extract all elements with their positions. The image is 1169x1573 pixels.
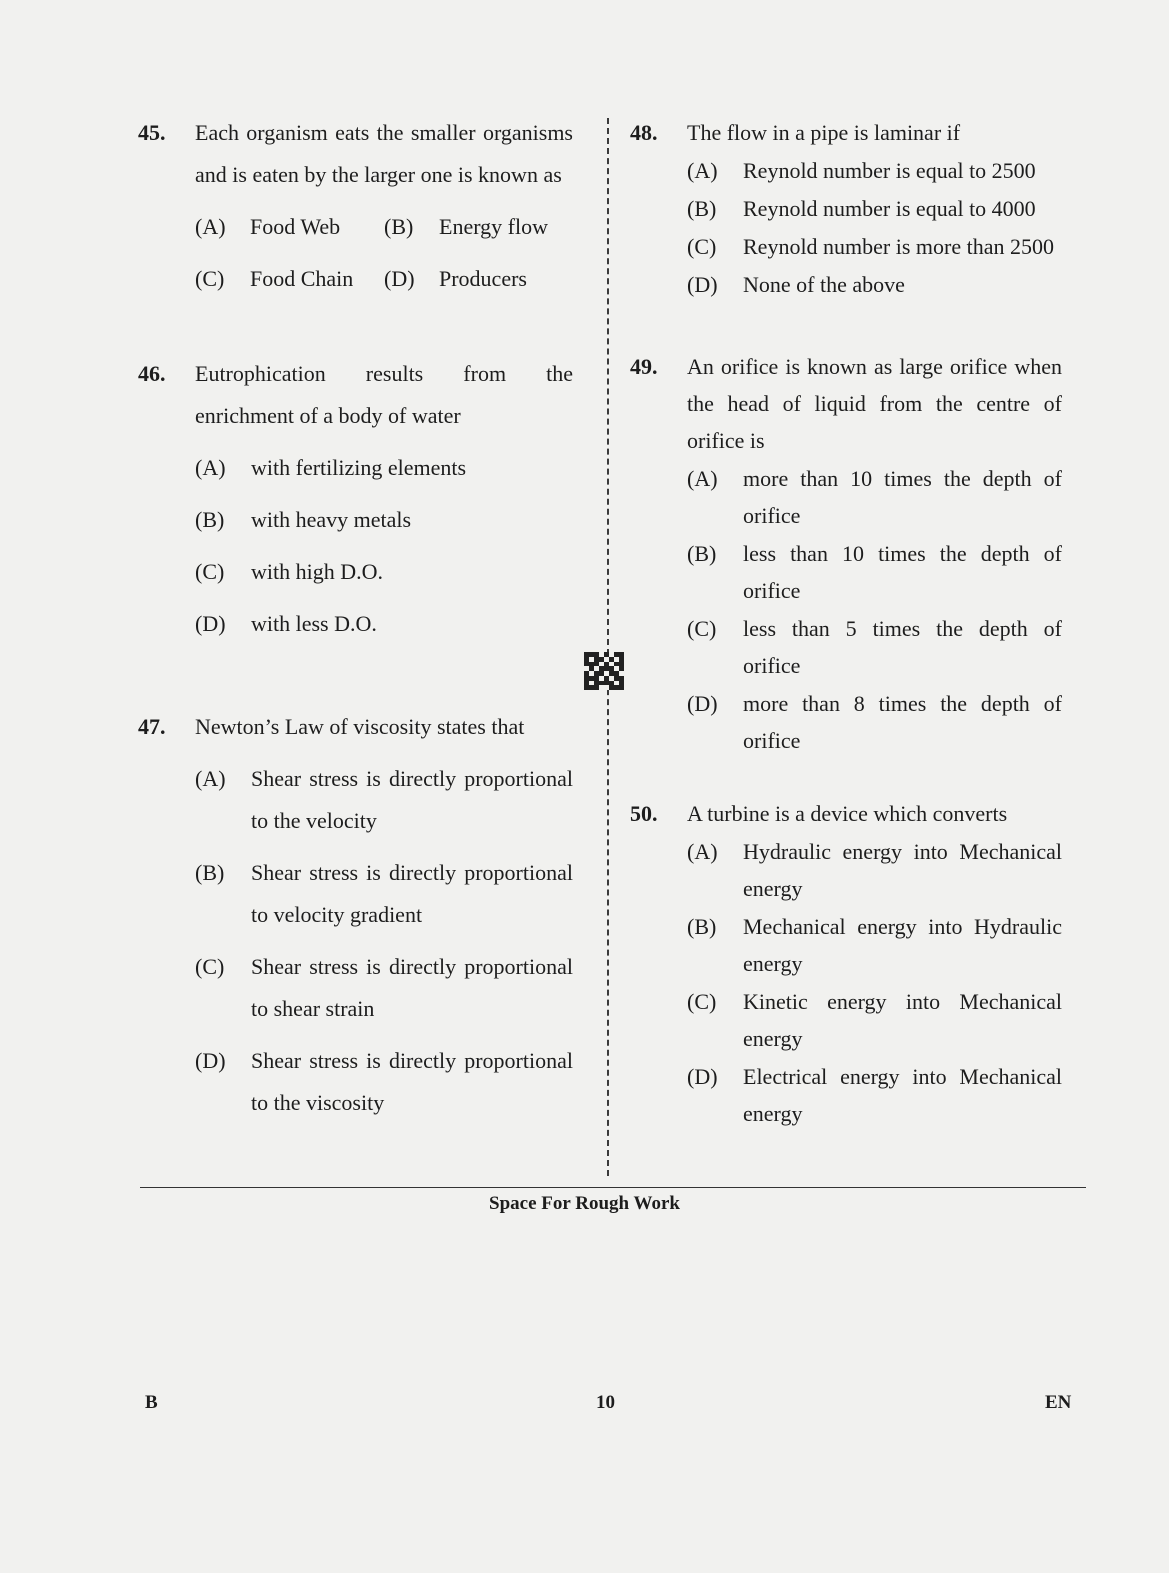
option-c	[687, 610, 1062, 684]
option-label: (A)	[195, 455, 226, 480]
option-text: Food Web	[250, 214, 341, 239]
option-text: with fertilizing elements	[251, 455, 467, 480]
question-number: 46.	[138, 361, 166, 386]
option-c	[195, 551, 573, 593]
question-number: 48.	[630, 120, 658, 145]
question-number: 47.	[138, 714, 166, 739]
option-text: Reynold number is more than 2500	[743, 234, 1055, 259]
question-49	[630, 348, 1062, 759]
option-label: (C)	[687, 234, 717, 259]
option-text: less than 5 times the depth of orifice	[743, 616, 1062, 678]
series-code: B	[145, 1392, 158, 1413]
option-label: (A)	[195, 766, 226, 791]
option-label: (A)	[687, 839, 718, 864]
option-d	[687, 685, 1062, 759]
option-b	[195, 499, 573, 541]
right-column	[630, 112, 1062, 1132]
question-number: 50.	[630, 801, 658, 826]
option-label: (B)	[195, 507, 225, 532]
option-row	[195, 258, 573, 300]
option-text: Shear stress is directly proportional to velocity gradient	[251, 860, 573, 927]
option-a	[195, 758, 573, 842]
option-text: Food Chain	[250, 266, 354, 291]
option-text: Electrical energy into Mechanical energy	[743, 1064, 1062, 1126]
question-text: A turbine is a device which converts	[687, 801, 1008, 826]
option-label: (A)	[195, 214, 226, 239]
option-label: (A)	[687, 158, 718, 183]
option-b	[195, 852, 573, 936]
option-text: None of the above	[743, 272, 905, 297]
option-text: Producers	[439, 266, 527, 291]
option-text: Shear stress is directly proportional to the viscosity	[251, 1048, 573, 1115]
question-text: Eutrophication results from the enrichment of a body of water	[195, 361, 573, 428]
question-48	[630, 114, 1062, 303]
qr-code-icon	[584, 652, 624, 690]
option-b	[384, 206, 573, 248]
question-text: The flow in a pipe is laminar if	[687, 120, 961, 145]
option-text: Hydraulic energy into Mechanical energy	[743, 839, 1062, 901]
option-d	[687, 266, 1062, 303]
option-text: more than 8 times the depth of orifice	[743, 691, 1062, 753]
option-text: Shear stress is directly proportional to shear strain	[251, 954, 573, 1021]
option-label: (B)	[687, 541, 717, 566]
question-text: Each organism eats the smaller organisms and is eaten by the larger one is known as	[195, 120, 573, 187]
option-a	[195, 206, 384, 248]
option-text: Mechanical energy into Hydraulic energy	[743, 914, 1062, 976]
question-number: 45.	[138, 120, 166, 145]
option-label: (C)	[195, 266, 225, 291]
option-text: Shear stress is directly proportional to the velocity	[251, 766, 573, 833]
option-text: with high D.O.	[251, 559, 383, 584]
option-label: (C)	[195, 559, 225, 584]
option-label: (D)	[195, 1048, 226, 1073]
option-label: (C)	[687, 616, 717, 641]
option-b	[687, 908, 1062, 982]
option-label: (B)	[687, 196, 717, 221]
option-label: (D)	[687, 272, 718, 297]
option-label: (C)	[195, 954, 225, 979]
option-text: more than 10 times the depth of orifice	[743, 466, 1062, 528]
option-d	[687, 1058, 1062, 1132]
option-d	[384, 258, 573, 300]
language-code: EN	[1045, 1392, 1072, 1413]
option-label: (D)	[687, 691, 718, 716]
option-b	[687, 535, 1062, 609]
option-text: Reynold number is equal to 4000	[743, 196, 1036, 221]
left-column	[138, 112, 573, 1124]
question-text: Newton’s Law of viscosity states that	[195, 714, 525, 739]
question-47	[138, 706, 573, 1124]
option-a	[687, 152, 1062, 189]
option-label: (B)	[687, 914, 717, 939]
column-divider	[607, 118, 609, 1176]
option-text: less than 10 times the depth of orifice	[743, 541, 1062, 603]
option-text: with heavy metals	[251, 507, 412, 532]
option-a	[687, 460, 1062, 534]
option-label: (D)	[384, 266, 415, 291]
option-label: (A)	[687, 466, 718, 491]
rough-work-heading: Space For Rough Work	[489, 1193, 680, 1214]
option-label: (C)	[687, 989, 717, 1014]
question-50	[630, 795, 1062, 1132]
option-b	[687, 190, 1062, 227]
option-a	[195, 447, 573, 489]
option-c	[687, 228, 1062, 265]
option-label: (B)	[384, 214, 414, 239]
option-d	[195, 603, 573, 645]
option-label: (D)	[195, 611, 226, 636]
option-c	[195, 946, 573, 1030]
option-row	[195, 206, 573, 248]
option-c	[195, 258, 384, 300]
question-number: 49.	[630, 354, 658, 379]
option-d	[195, 1040, 573, 1124]
option-a	[687, 833, 1062, 907]
option-text: Energy flow	[439, 214, 548, 239]
option-text: Kinetic energy into Mechanical energy	[743, 989, 1062, 1051]
option-label: (B)	[195, 860, 225, 885]
question-45	[138, 112, 573, 300]
option-c	[687, 983, 1062, 1057]
option-text: with less D.O.	[251, 611, 377, 636]
question-46	[138, 353, 573, 645]
page-number: 10	[596, 1392, 615, 1413]
question-text: An orifice is known as large orifice when the head of liquid from the centre of orifice is	[687, 354, 1062, 453]
footer-rule	[140, 1187, 1086, 1188]
option-label: (D)	[687, 1064, 718, 1089]
option-text: Reynold number is equal to 2500	[743, 158, 1036, 183]
